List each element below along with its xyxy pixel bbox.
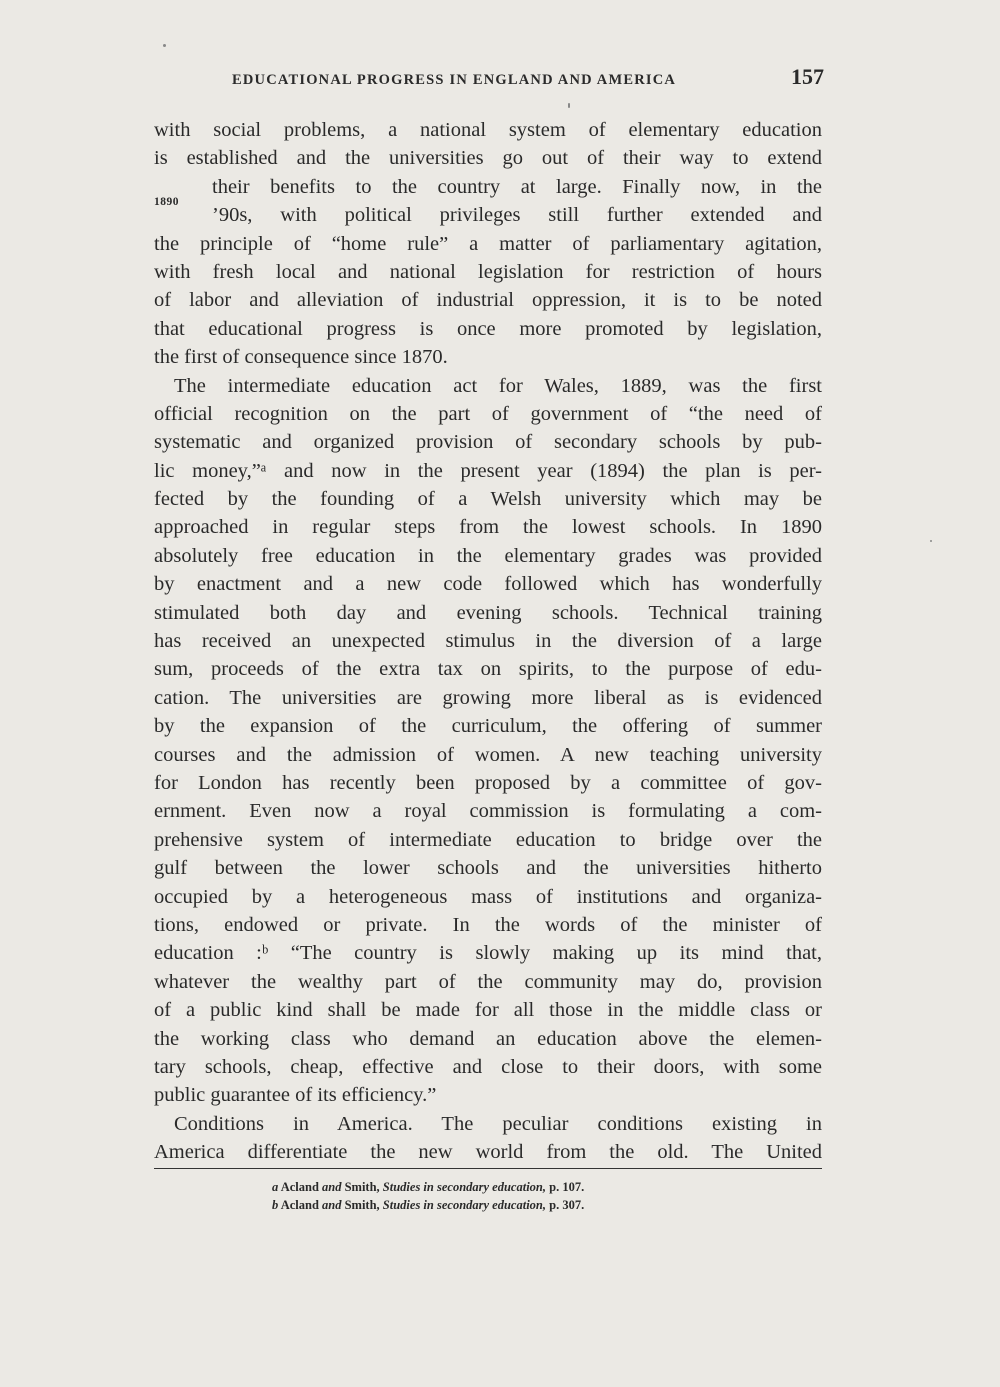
text-line: lic money,”ᵃ and now in the present year (1894) the plan is per- <box>154 459 822 482</box>
footnote-conj: and <box>322 1180 342 1194</box>
text-line: the first of consequence since 1870. <box>154 346 448 369</box>
text-line: of a public kind shall be made for all those in the middle class or <box>154 999 822 1022</box>
text-line: systematic and organized provision of secondary schools by pub- <box>154 431 822 454</box>
paper-speck <box>930 540 932 542</box>
text-line: cation. The universities are growing more liberal as is evidenced <box>154 686 822 709</box>
text-line: sum, proceeds of the extra tax on spirits, to the purpose of edu- <box>154 658 822 681</box>
footnote-divider <box>154 1168 822 1169</box>
text-line: tions, endowed or private. In the words of the minister of <box>154 913 822 936</box>
text-line: prehensive system of intermediate education to bridge over the <box>154 828 822 851</box>
footnote-title: Studies in secondary education, <box>382 1180 547 1194</box>
footnote-page: p. 307. <box>549 1198 585 1212</box>
footnote-author: Acland <box>280 1198 319 1212</box>
footnote-marker: b <box>272 1198 279 1212</box>
text-line: absolutely free education in the elementary grades was provided <box>154 544 822 567</box>
text-line: the working class who demand an education above the elemen- <box>154 1027 822 1050</box>
margin-note-year: 1890 <box>154 196 179 208</box>
footnote-author: Smith, <box>344 1180 380 1194</box>
text-line: official recognition on the part of government of “the need of <box>154 402 822 425</box>
text-line: Conditions in America. The peculiar conditions existing in <box>174 1112 822 1135</box>
footnote-a <box>272 1178 584 1196</box>
text-line: whatever the wealthy part of the community may do, provision <box>154 970 822 993</box>
text-line: education :ᵇ “The country is slowly making up its mind that, <box>154 942 822 965</box>
text-line: gulf between the lower schools and the universities hitherto <box>154 857 822 880</box>
body-text <box>154 116 822 1166</box>
text-line: by enactment and a new code followed which has wonderfully <box>154 573 822 596</box>
text-line: occupied by a heterogeneous mass of institutions and organiza- <box>154 885 822 908</box>
text-line: The intermediate education act for Wales, 1889, was the first <box>174 374 822 397</box>
paper-speck <box>163 44 166 47</box>
text-line: ’90s, with political privileges still further extended and <box>212 204 822 227</box>
text-line: ernment. Even now a royal commission is formulating a com- <box>154 800 822 823</box>
text-line: fected by the founding of a Welsh university which may be <box>154 488 822 511</box>
text-line: approached in regular steps from the lowest schools. In 1890 <box>154 516 822 539</box>
text-line: courses and the admission of women. A new teaching university <box>154 743 822 766</box>
footnotes <box>272 1178 584 1214</box>
text-line: America differentiate the new world from the old. The United <box>154 1141 822 1164</box>
text-line: with social problems, a national system of elementary education <box>154 119 822 141</box>
paper-speck <box>568 103 570 108</box>
text-line: of labor and alleviation of industrial oppression, it is to be noted <box>154 289 822 312</box>
footnote-title: Studies in secondary education, <box>382 1198 547 1212</box>
text-line: their benefits to the country at large. Finally now, in the <box>212 175 822 198</box>
text-line: is established and the universities go out of their way to extend <box>154 147 822 170</box>
running-header <box>152 64 824 94</box>
text-line: by the expansion of the curriculum, the offering of summer <box>154 715 822 738</box>
text-line: the principle of “home rule” a matter of parliamentary agitation, <box>154 232 822 255</box>
footnote-author: Smith, <box>344 1198 380 1212</box>
footnote-page: p. 107. <box>549 1180 585 1194</box>
text-line: that educational progress is once more promoted by legislation, <box>154 317 822 340</box>
footnote-marker: a <box>272 1180 279 1194</box>
page-number: 157 <box>791 64 824 89</box>
text-line: has received an unexpected stimulus in the diversion of a large <box>154 630 822 653</box>
header-title: EDUCATIONAL PROGRESS IN ENGLAND AND AMERICA <box>232 72 677 88</box>
text-line: stimulated both day and evening schools. Technical training <box>154 601 822 624</box>
text-line: with fresh local and national legislation for restriction of hours <box>154 260 822 283</box>
text-line: for London has recently been proposed by a committee of gov- <box>154 771 822 794</box>
text-line: public guarantee of its efficiency.” <box>154 1084 437 1107</box>
footnote-conj: and <box>322 1198 342 1212</box>
footnote-b <box>272 1196 584 1214</box>
footnote-author: Acland <box>280 1180 319 1194</box>
text-line: tary schools, cheap, effective and close to their doors, with some <box>154 1055 822 1078</box>
